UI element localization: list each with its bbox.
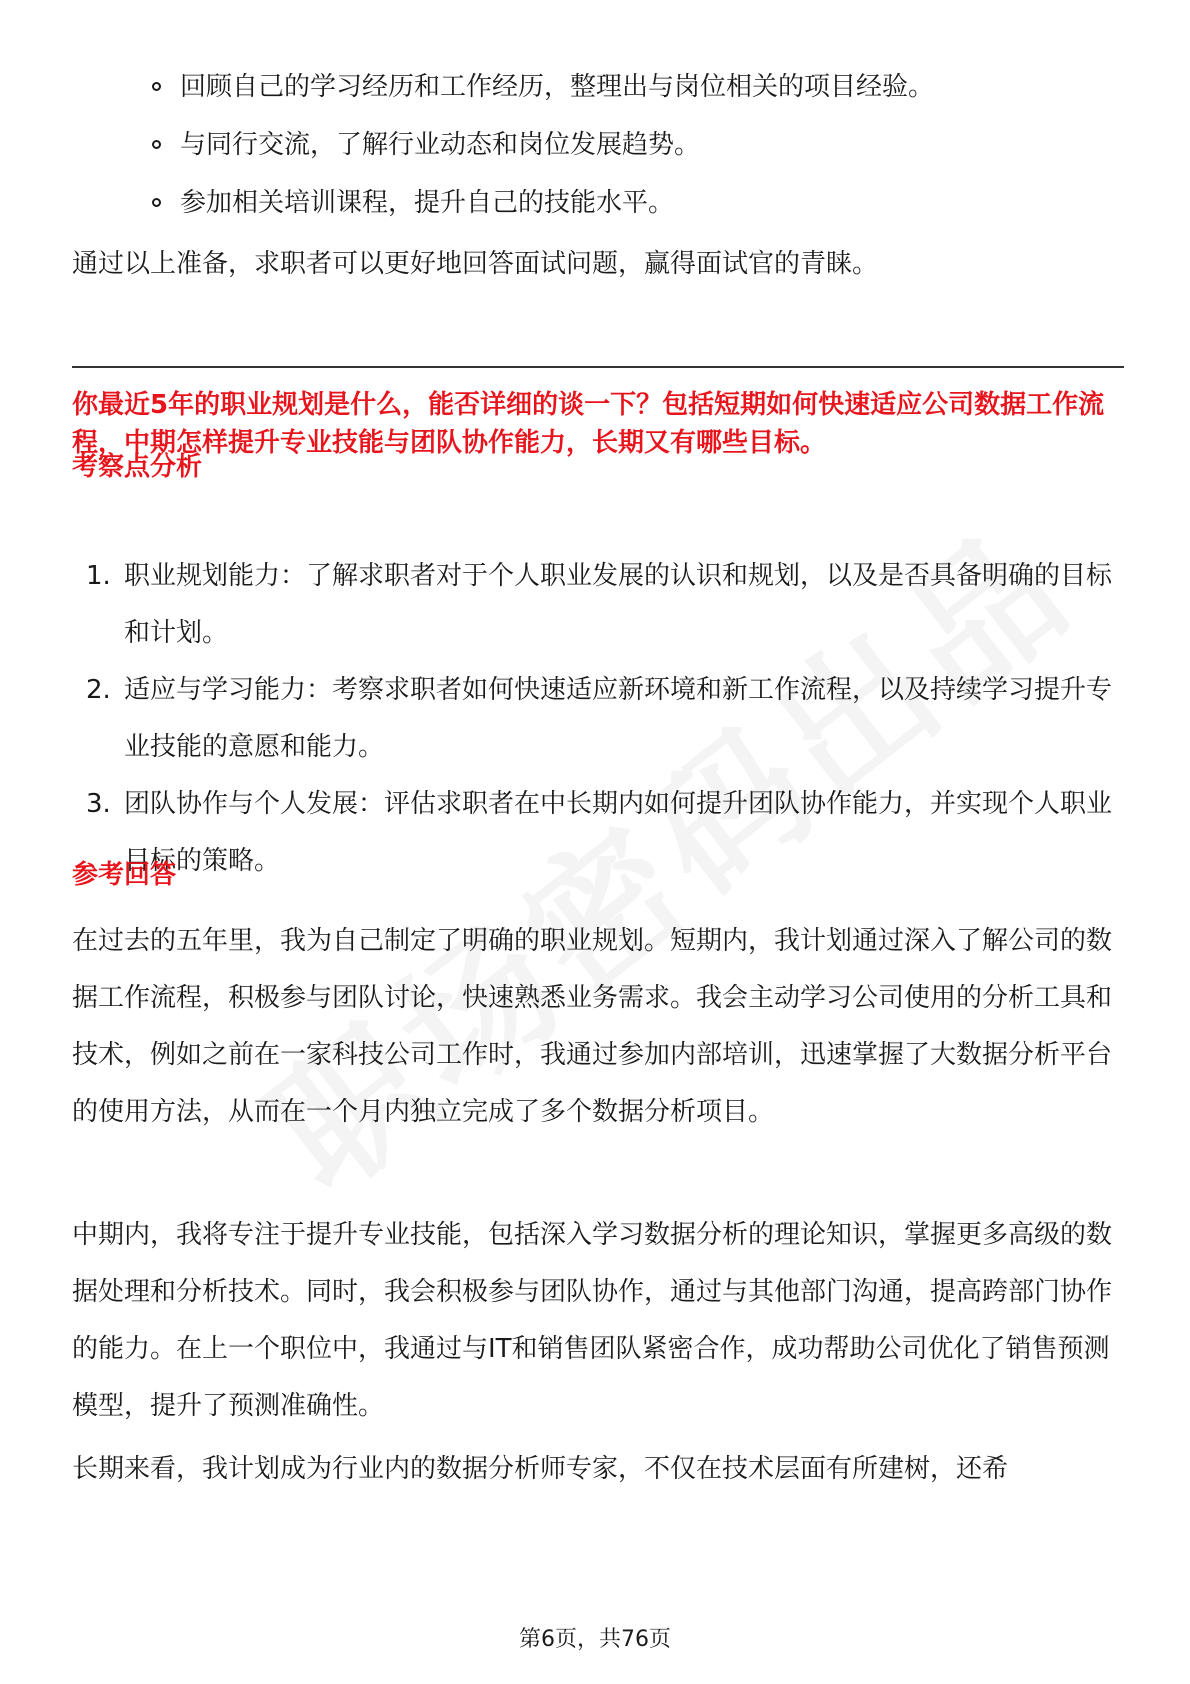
- list-item: [72, 662, 1124, 776]
- page-number: 第6页，共76页: [519, 1627, 671, 1652]
- answer-paragraph: 中期内，我将专注于提升专业技能，包括深入学习数据分析的理论知识，掌握更多高级的数据处理和分析技术。同时，我会积极参与团队协作，通过与其他部门沟通，提高跨部门协作的能力。在上一个职位中，我通过与IT和销售团队紧密合作，成功帮助公司优化了销售预测模型，提升了预测准确性。: [72, 1220, 1113, 1421]
- bullet-circle-icon: [152, 198, 161, 207]
- list-item-text: 回顾自己的学习经历和工作经历，整理出与岗位相关的项目经验。: [180, 72, 935, 102]
- bullet-circle-icon: [152, 140, 161, 149]
- list-item: [72, 776, 1124, 890]
- list-item-text: 团队协作与个人发展：评估求职者在中长期内如何提升团队协作能力，并实现个人职业目标的策略。: [124, 789, 1113, 876]
- list-item: [150, 116, 1110, 174]
- list-item-text: 适应与学习能力：考察求职者如何快速适应新环境和新工作流程，以及持续学习提升专业技能的意愿和能力。: [124, 675, 1113, 762]
- list-number: 3.: [86, 789, 111, 819]
- list-number: 1.: [86, 561, 111, 591]
- list-item-text: 参加相关培训课程，提升自己的技能水平。: [180, 188, 675, 218]
- list-item: [72, 548, 1124, 662]
- interview-question: 你最近5年的职业规划是什么，能否详细的谈一下？包括短期如何快速适应公司数据工作流程，中期怎样提升专业技能与团队协作能力，长期又有哪些目标。: [72, 390, 1105, 458]
- list-item-text: 职业规划能力：了解求职者对于个人职业发展的认识和规划，以及是否具备明确的目标和计划。: [124, 561, 1113, 648]
- sub-bullet-list: [150, 58, 1110, 232]
- list-item: [150, 174, 1110, 232]
- analysis-list: [72, 548, 1124, 890]
- bullet-circle-icon: [152, 82, 161, 91]
- answer-paragraph: 长期来看，我计划成为行业内的数据分析师专家，不仅在技术层面有所建树，还希: [72, 1454, 1009, 1484]
- answer-paragraph: 在过去的五年里，我为自己制定了明确的职业规划。短期内，我计划通过深入了解公司的数据工作流程，积极参与团队讨论，快速熟悉业务需求。我会主动学习公司使用的分析工具和技术，例如之前在一家科技公司工作时，我通过参加内部培训，迅速掌握了大数据分析平台的使用方法，从而在一个月内独立完成了多个数据分析项目。: [72, 926, 1113, 1127]
- analysis-heading: 考察点分析: [72, 452, 203, 482]
- conclusion-paragraph: 通过以上准备，求职者可以更好地回答面试问题，赢得面试官的青睐。: [72, 249, 879, 279]
- list-number: 2.: [86, 675, 111, 705]
- section-divider: [72, 366, 1124, 368]
- list-item: [150, 58, 1110, 116]
- list-item-text: 与同行交流，了解行业动态和岗位发展趋势。: [180, 130, 701, 160]
- answer-heading: 参考回答: [72, 860, 177, 890]
